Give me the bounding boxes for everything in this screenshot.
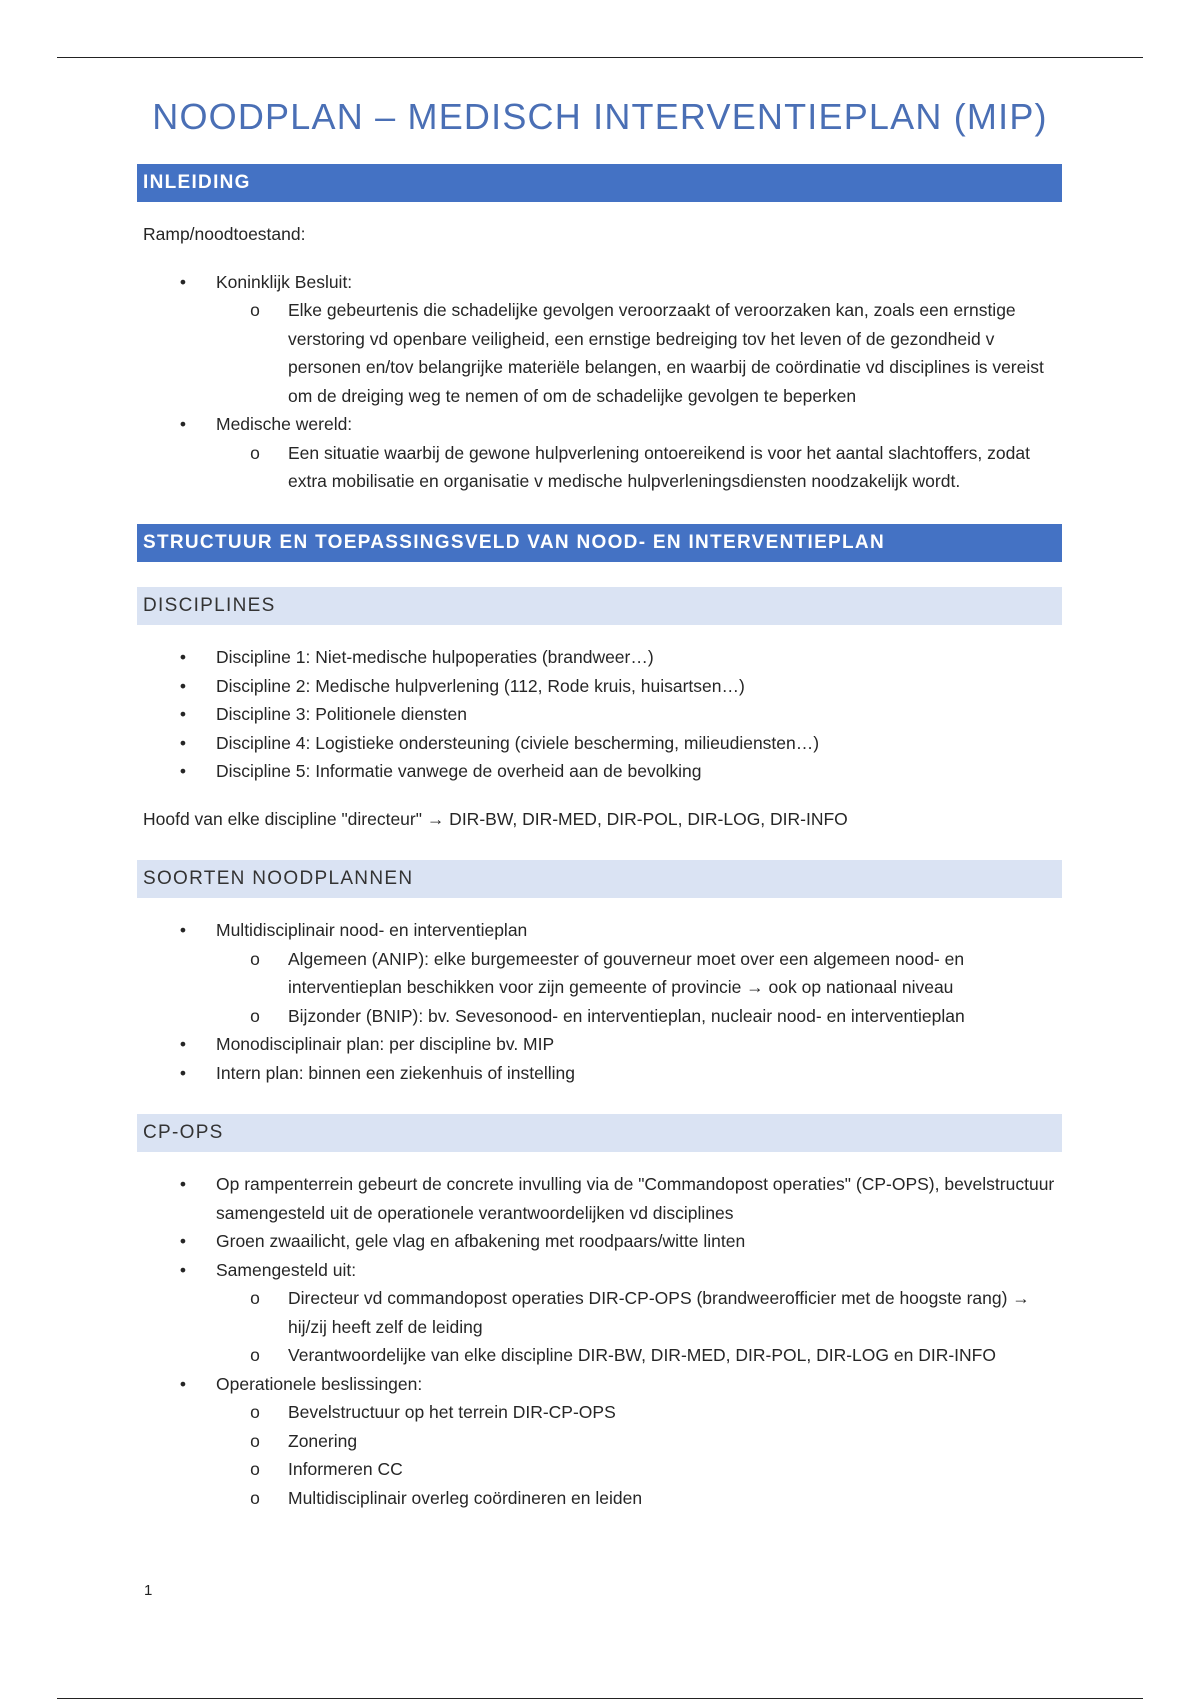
- sub-list: [216, 1398, 1062, 1512]
- sub-list-item: o Algemeen (ANIP): elke burgemeester of gouverneur moet over een algemeen nood- en interventieplan beschikken voor zijn gemeente of provincie → ook op nationaal niveau: [215, 945, 1062, 1002]
- sub-list-item: o Informeren CC: [215, 1455, 1062, 1484]
- bullet-icon: •: [179, 1062, 187, 1083]
- section-heading-disciplines: DISCIPLINES: [137, 587, 1062, 625]
- cpops-list: [137, 1170, 1062, 1512]
- section-heading-inleiding: INLEIDING: [137, 164, 1062, 202]
- sub-bullet-icon: o: [250, 1005, 260, 1026]
- disciplines-list: [137, 643, 1062, 786]
- bullet-icon: •: [179, 1034, 187, 1054]
- section-disciplines: [137, 587, 1062, 833]
- sub-bullet-icon: o: [250, 1459, 260, 1479]
- section-structuur: [137, 524, 1062, 562]
- bullet-icon: •: [179, 761, 187, 781]
- bullet-icon: •: [179, 704, 187, 724]
- bullet-icon: •: [179, 1373, 187, 1394]
- bullet-icon: •: [179, 732, 187, 753]
- list-item: • Discipline 2: Medische hulpverlening (112, Rode kruis, huisartsen…): [137, 672, 1062, 701]
- sub-list-item: o Bevelstructuur op het terrein DIR-CP-OPS: [215, 1398, 1062, 1427]
- bullet-icon: •: [179, 1174, 187, 1194]
- bullet-icon: •: [179, 414, 187, 434]
- sub-list: [216, 1284, 1062, 1370]
- sub-list-item: o Een situatie waarbij de gewone hulpverlening ontoereikend is voor het aantal slachtoffers, zodat extra mobilisatie en organisatie v medische hulpverleningsdiensten noodzakelijk wordt.: [215, 439, 1062, 496]
- list-item: • Multidisciplinair nood- en interventieplan o Algemeen (ANIP): elke burgemeester of gouverneur moet over een algemeen nood- en interventieplan beschikken voor zijn gemeente of provincie → ook op nationaal niveau o Bijzonder (BNIP): bv. Sevesonood- en interventieplan, nucleair nood- en interventieplan: [137, 916, 1062, 1030]
- sub-list-item: o Multidisciplinair overleg coördineren en leiden: [215, 1484, 1062, 1513]
- bullet-icon: •: [179, 647, 187, 667]
- sub-list: [216, 296, 1062, 410]
- list-item: • Monodisciplinair plan: per discipline bv. MIP: [137, 1030, 1062, 1059]
- intro-text: Ramp/noodtoestand:: [143, 224, 306, 244]
- bottom-rule: [57, 1698, 1143, 1699]
- list-item: • Discipline 3: Politionele diensten: [137, 700, 1062, 729]
- bullet-icon: •: [179, 271, 187, 292]
- sub-list: [216, 439, 1062, 496]
- list-item: • Operationele beslissingen: o Bevelstructuur op het terrein DIR-CP-OPS o Zonering o Informeren CC o Multidisciplinair overleg coördineren en leiden: [137, 1370, 1062, 1513]
- soorten-list: [137, 916, 1062, 1087]
- page-number: 1: [144, 1582, 153, 1599]
- list-item: • Medische wereld: o Een situatie waarbij de gewone hulpverlening ontoereikend is voor het aantal slachtoffers, zodat extra mobilisatie en organisatie v medische hulpverleningsdiensten noodzakelijk wordt.: [137, 410, 1062, 496]
- list-item: • Groen zwaailicht, gele vlag en afbakening met roodpaars/witte linten: [137, 1227, 1062, 1256]
- bullet-icon: •: [179, 675, 187, 696]
- list-item: • Koninklijk Besluit: o Elke gebeurtenis die schadelijke gevolgen veroorzaakt of veroorzaken kan, zoals een ernstige verstoring vd openbare veiligheid, een ernstige bedreiging tov het leven of de gezondheid v personen en/tov belangrijke materiële belangen, en waarbij de coördinatie vd disciplines is vereist om de dreiging weg te nemen of om de schadelijke gevolgen te beperken: [137, 268, 1062, 411]
- sub-list-item: o Bijzonder (BNIP): bv. Sevesonood- en interventieplan, nucleair nood- en interventieplan: [215, 1002, 1062, 1031]
- list-item: • Discipline 5: Informatie vanwege de overheid aan de bevolking: [137, 757, 1062, 786]
- section-heading-cpops: CP-OPS: [137, 1114, 1062, 1152]
- bullet-icon: •: [179, 920, 187, 940]
- sub-bullet-icon: o: [250, 1430, 260, 1451]
- sub-list-item: o Verantwoordelijke van elke discipline DIR-BW, DIR-MED, DIR-POL, DIR-LOG en DIR-INFO: [215, 1341, 1062, 1370]
- directeur-note: Hoofd van elke discipline "directeur" → DIR-BW, DIR-MED, DIR-POL, DIR-LOG, DIR-INFO: [143, 808, 848, 829]
- bullet-icon: •: [179, 1231, 187, 1251]
- page-title: NOODPLAN – MEDISCH INTERVENTIEPLAN (MIP): [152, 96, 1048, 138]
- sub-bullet-icon: o: [250, 300, 260, 320]
- section-cpops: [137, 1114, 1062, 1512]
- list-item: • Samengesteld uit: o Directeur vd commandopost operaties DIR-CP-OPS (brandweerofficier met de hoogste rang) → hij/zij heeft zelf de leiding o Verantwoordelijke van elke discipline DIR-BW, DIR-MED, DIR-POL, DIR-LOG en DIR-INFO: [137, 1256, 1062, 1370]
- sub-list-item: o Directeur vd commandopost operaties DIR-CP-OPS (brandweerofficier met de hoogste rang) → hij/zij heeft zelf de leiding: [215, 1284, 1062, 1341]
- list-item: • Discipline 1: Niet-medische hulpoperaties (brandweer…): [137, 643, 1062, 672]
- sub-list: [216, 945, 1062, 1031]
- sub-bullet-icon: o: [250, 1402, 260, 1422]
- sub-bullet-icon: o: [250, 1487, 260, 1508]
- list-item: • Intern plan: binnen een ziekenhuis of instelling: [137, 1059, 1062, 1088]
- top-rule: [57, 57, 1143, 58]
- section-soorten: [137, 860, 1062, 1087]
- bullet-icon: •: [179, 1259, 187, 1280]
- sub-bullet-icon: o: [250, 1288, 260, 1308]
- list-item: • Op rampenterrein gebeurt de concrete invulling via de "Commandopost operaties" (CP-OPS), bevelstructuur samengesteld uit de operationele verantwoordelijken vd disciplines: [137, 1170, 1062, 1227]
- section-heading-structuur: STRUCTUUR EN TOEPASSINGSVELD VAN NOOD- EN INTERVENTIEPLAN: [137, 524, 1062, 562]
- list-item: • Discipline 4: Logistieke ondersteuning (civiele bescherming, milieudiensten…): [137, 729, 1062, 758]
- section-inleiding: [137, 164, 1062, 496]
- sub-bullet-icon: o: [250, 1345, 260, 1365]
- sub-bullet-icon: o: [250, 442, 260, 463]
- sub-list-item: o Zonering: [215, 1427, 1062, 1456]
- sub-list-item: o Elke gebeurtenis die schadelijke gevolgen veroorzaakt of veroorzaken kan, zoals een ernstige verstoring vd openbare veiligheid, een ernstige bedreiging tov het leven of de gezondheid v personen en/tov belangrijke materiële belangen, en waarbij de coördinatie vd disciplines is vereist om de dreiging weg te nemen of om de schadelijke gevolgen te beperken: [215, 296, 1062, 410]
- inleiding-list: [137, 268, 1062, 496]
- section-heading-soorten: SOORTEN NOODPLANNEN: [137, 860, 1062, 898]
- sub-bullet-icon: o: [250, 948, 260, 969]
